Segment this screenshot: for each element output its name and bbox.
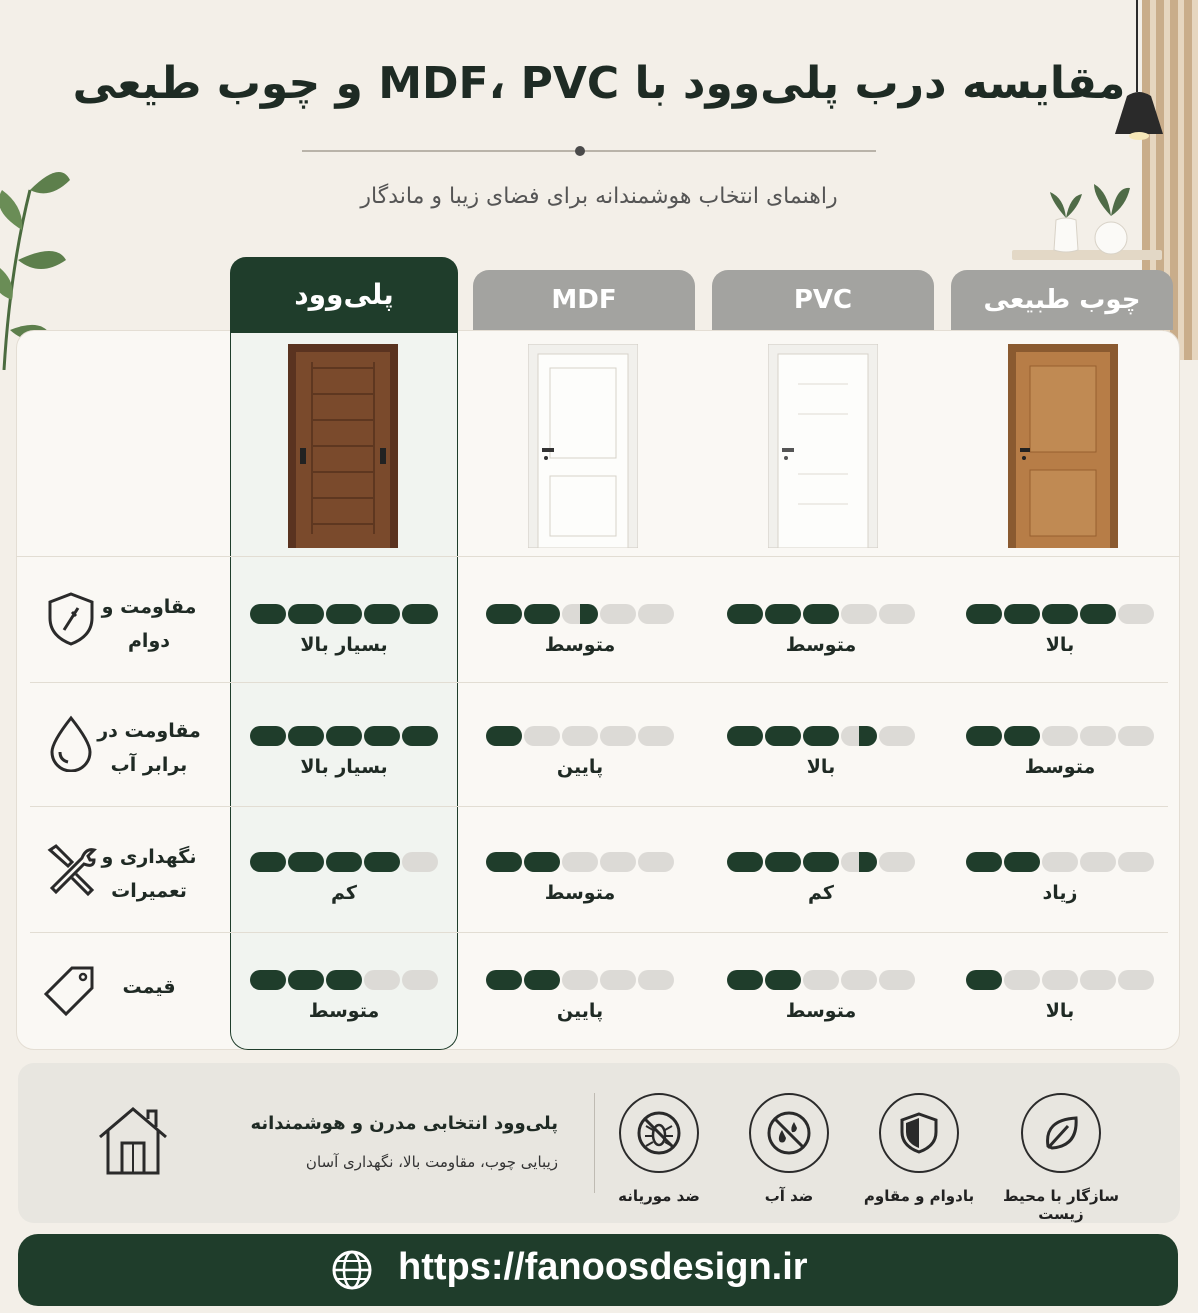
rating-cell xyxy=(966,852,1154,932)
leaf-icon xyxy=(1038,1110,1084,1156)
criterion-label: برابر آب xyxy=(110,754,188,776)
criterion-maintenance xyxy=(30,840,210,960)
rating-segment xyxy=(486,852,522,872)
criterion-label: مقاومت در xyxy=(97,720,201,742)
rating-segment xyxy=(1080,852,1116,872)
criterion-label: قیمت xyxy=(122,976,176,998)
rating-segment xyxy=(803,726,839,746)
rating-segment xyxy=(638,970,674,990)
rating-segment xyxy=(1042,970,1078,990)
rating-segment xyxy=(638,852,674,872)
rating-cell xyxy=(966,726,1154,806)
features-separator xyxy=(594,1093,595,1193)
rating-segment xyxy=(250,970,286,990)
rating-segment xyxy=(250,852,286,872)
rating-bar xyxy=(250,970,438,990)
rating-segment xyxy=(562,604,598,624)
rating-segment xyxy=(1080,604,1116,624)
promo-subtitle: زیبایی چوب، مقاومت بالا، نگهداری آسان xyxy=(305,1153,558,1171)
rating-cell xyxy=(727,852,915,932)
rating-segment xyxy=(326,726,362,746)
rating-segment xyxy=(1080,726,1116,746)
pvc-door-image xyxy=(768,344,878,548)
rating-cell xyxy=(486,852,674,932)
rating-label: متوسط xyxy=(1024,756,1096,778)
criterion-label: تعمیرات xyxy=(111,880,187,902)
rating-label: متوسط xyxy=(544,882,616,904)
rating-cell xyxy=(486,604,674,684)
rating-cell xyxy=(250,726,438,806)
no-water-icon xyxy=(764,1108,814,1158)
rating-segment xyxy=(765,852,801,872)
rating-label: زیاد xyxy=(1042,882,1078,904)
rating-segment xyxy=(1004,604,1040,624)
rating-segment xyxy=(364,604,400,624)
rating-segment xyxy=(486,726,522,746)
rating-segment xyxy=(402,970,438,990)
rating-label: متوسط xyxy=(785,634,857,656)
shield-icon xyxy=(42,590,100,648)
rating-segment xyxy=(765,604,801,624)
promo-title: پلی‌وود انتخابی مدرن و هوشمندانه xyxy=(250,1113,558,1134)
title-divider xyxy=(302,150,876,152)
rating-segment xyxy=(486,604,522,624)
rating-segment xyxy=(326,604,362,624)
rating-bar xyxy=(250,726,438,746)
rating-segment xyxy=(562,852,598,872)
row-divider xyxy=(16,556,1180,557)
feature-label: بادوام و مقاوم xyxy=(863,1187,975,1205)
rating-cell xyxy=(486,970,674,1050)
rating-bar xyxy=(727,726,915,746)
rating-segment xyxy=(288,726,324,746)
plant-vase-icon xyxy=(1088,180,1134,256)
criterion-durability xyxy=(30,590,210,710)
rating-segment xyxy=(803,852,839,872)
rating-label: بالا xyxy=(1045,1000,1075,1022)
rating-cell xyxy=(727,970,915,1050)
tools-icon xyxy=(42,840,100,898)
rating-segment xyxy=(727,726,763,746)
rating-label: پایین xyxy=(556,756,604,778)
rating-segment xyxy=(364,726,400,746)
natural-wood-door-image xyxy=(1008,344,1118,548)
rating-label: بسیار بالا xyxy=(300,756,388,778)
website-link[interactable]: https://fanoosdesign.ir xyxy=(398,1246,808,1288)
rating-segment xyxy=(326,852,362,872)
rating-bar xyxy=(250,604,438,624)
features-strip xyxy=(18,1063,1180,1223)
rating-segment xyxy=(364,852,400,872)
feature-label: ضد موریانه xyxy=(618,1187,700,1205)
rating-bar xyxy=(486,852,674,872)
rating-bar xyxy=(966,604,1154,624)
feature-waterproof xyxy=(714,1093,864,1205)
rating-segment xyxy=(966,726,1002,746)
divider-dot xyxy=(575,146,585,156)
rating-segment xyxy=(765,726,801,746)
page-subtitle: راهنمای انتخاب هوشمندانه برای فضای زیبا و ماندگار xyxy=(360,184,838,209)
rating-segment xyxy=(524,852,560,872)
rating-segment xyxy=(1004,726,1040,746)
rating-segment xyxy=(803,970,839,990)
plywood-door-image xyxy=(288,344,398,548)
rating-cell xyxy=(727,726,915,806)
rating-segment xyxy=(250,726,286,746)
rating-segment xyxy=(1042,726,1078,746)
no-termite-icon xyxy=(634,1108,684,1158)
rating-segment xyxy=(638,726,674,746)
rating-bar xyxy=(966,726,1154,746)
rating-bar xyxy=(250,852,438,872)
rating-label: کم xyxy=(331,882,357,904)
rating-segment xyxy=(402,726,438,746)
rating-segment xyxy=(727,852,763,872)
rating-segment xyxy=(638,604,674,624)
rating-label: متوسط xyxy=(785,1000,857,1022)
feature-label: سازگار با محیط زیست xyxy=(1002,1187,1119,1223)
rating-label: کم xyxy=(808,882,834,904)
rating-segment xyxy=(562,726,598,746)
rating-label: بالا xyxy=(1045,634,1075,656)
rating-bar xyxy=(486,970,674,990)
mdf-door-image xyxy=(528,344,638,548)
rating-bar xyxy=(727,604,915,624)
rating-cell xyxy=(966,970,1154,1050)
feature-durable xyxy=(844,1093,994,1205)
rating-segment xyxy=(1042,604,1078,624)
water-drop-icon xyxy=(42,714,100,772)
rating-cell xyxy=(486,726,674,806)
plant-vase-icon xyxy=(1046,188,1086,254)
criterion-label: مقاومت و xyxy=(101,596,197,618)
rating-segment xyxy=(879,852,915,872)
column-header-plywood: پلی‌وود xyxy=(230,257,458,333)
shield-icon xyxy=(896,1110,942,1156)
feature-anti-termite xyxy=(584,1093,734,1205)
rating-segment xyxy=(600,970,636,990)
rating-label: بسیار بالا xyxy=(300,634,388,656)
rating-segment xyxy=(879,604,915,624)
rating-segment xyxy=(966,604,1002,624)
rating-segment xyxy=(600,604,636,624)
rating-segment xyxy=(1118,970,1154,990)
rating-label: متوسط xyxy=(308,1000,380,1022)
rating-segment xyxy=(727,970,763,990)
rating-bar xyxy=(486,604,674,624)
rating-segment xyxy=(765,970,801,990)
rating-segment xyxy=(879,726,915,746)
rating-segment xyxy=(562,970,598,990)
rating-segment xyxy=(1042,852,1078,872)
rating-segment xyxy=(727,604,763,624)
rating-segment xyxy=(841,604,877,624)
rating-label: متوسط xyxy=(544,634,616,656)
rating-segment xyxy=(326,970,362,990)
rating-segment xyxy=(1004,852,1040,872)
rating-segment xyxy=(803,604,839,624)
rating-bar xyxy=(486,726,674,746)
rating-cell xyxy=(250,970,438,1050)
rating-segment xyxy=(1118,604,1154,624)
rating-segment xyxy=(966,970,1002,990)
footer-bar xyxy=(18,1234,1178,1306)
rating-segment xyxy=(600,726,636,746)
rating-segment xyxy=(402,852,438,872)
rating-segment xyxy=(1118,852,1154,872)
rating-segment xyxy=(966,852,1002,872)
rating-segment xyxy=(600,852,636,872)
rating-segment xyxy=(288,852,324,872)
rating-segment xyxy=(486,970,522,990)
column-header-pvc: PVC xyxy=(712,270,934,330)
house-icon xyxy=(96,1103,170,1177)
criterion-water-resistance xyxy=(30,714,210,834)
rating-cell xyxy=(250,604,438,684)
rating-segment xyxy=(841,970,877,990)
rating-segment xyxy=(841,852,877,872)
rating-bar xyxy=(966,852,1154,872)
rating-bar xyxy=(966,970,1154,990)
page-title: مقایسه درب پلی‌وود با MDF، PVC و چوب طیعی xyxy=(72,58,1126,109)
rating-cell xyxy=(966,604,1154,684)
rating-segment xyxy=(841,726,877,746)
globe-icon xyxy=(330,1248,374,1292)
rating-segment xyxy=(524,604,560,624)
rating-cell xyxy=(250,852,438,932)
rating-bar xyxy=(727,970,915,990)
rating-label: بالا xyxy=(806,756,836,778)
rating-cell xyxy=(727,604,915,684)
rating-segment xyxy=(250,604,286,624)
rating-segment xyxy=(1004,970,1040,990)
rating-segment xyxy=(879,970,915,990)
column-header-mdf: MDF xyxy=(473,270,695,330)
feature-label: ضد آب xyxy=(764,1187,814,1205)
feature-eco-friendly xyxy=(986,1093,1136,1223)
criterion-label: نگهداری و xyxy=(101,846,197,868)
criterion-label: دوام xyxy=(128,630,170,652)
rating-label: پایین xyxy=(556,1000,604,1022)
rating-segment xyxy=(364,970,400,990)
wall-shelf xyxy=(1012,250,1162,260)
rating-segment xyxy=(524,726,560,746)
rating-segment xyxy=(1080,970,1116,990)
rating-bar xyxy=(727,852,915,872)
price-tag-icon xyxy=(42,962,100,1020)
rating-segment xyxy=(524,970,560,990)
rating-segment xyxy=(288,970,324,990)
column-header-natural-wood: چوب طبیعی xyxy=(951,270,1173,330)
rating-segment xyxy=(288,604,324,624)
rating-segment xyxy=(1118,726,1154,746)
rating-segment xyxy=(402,604,438,624)
